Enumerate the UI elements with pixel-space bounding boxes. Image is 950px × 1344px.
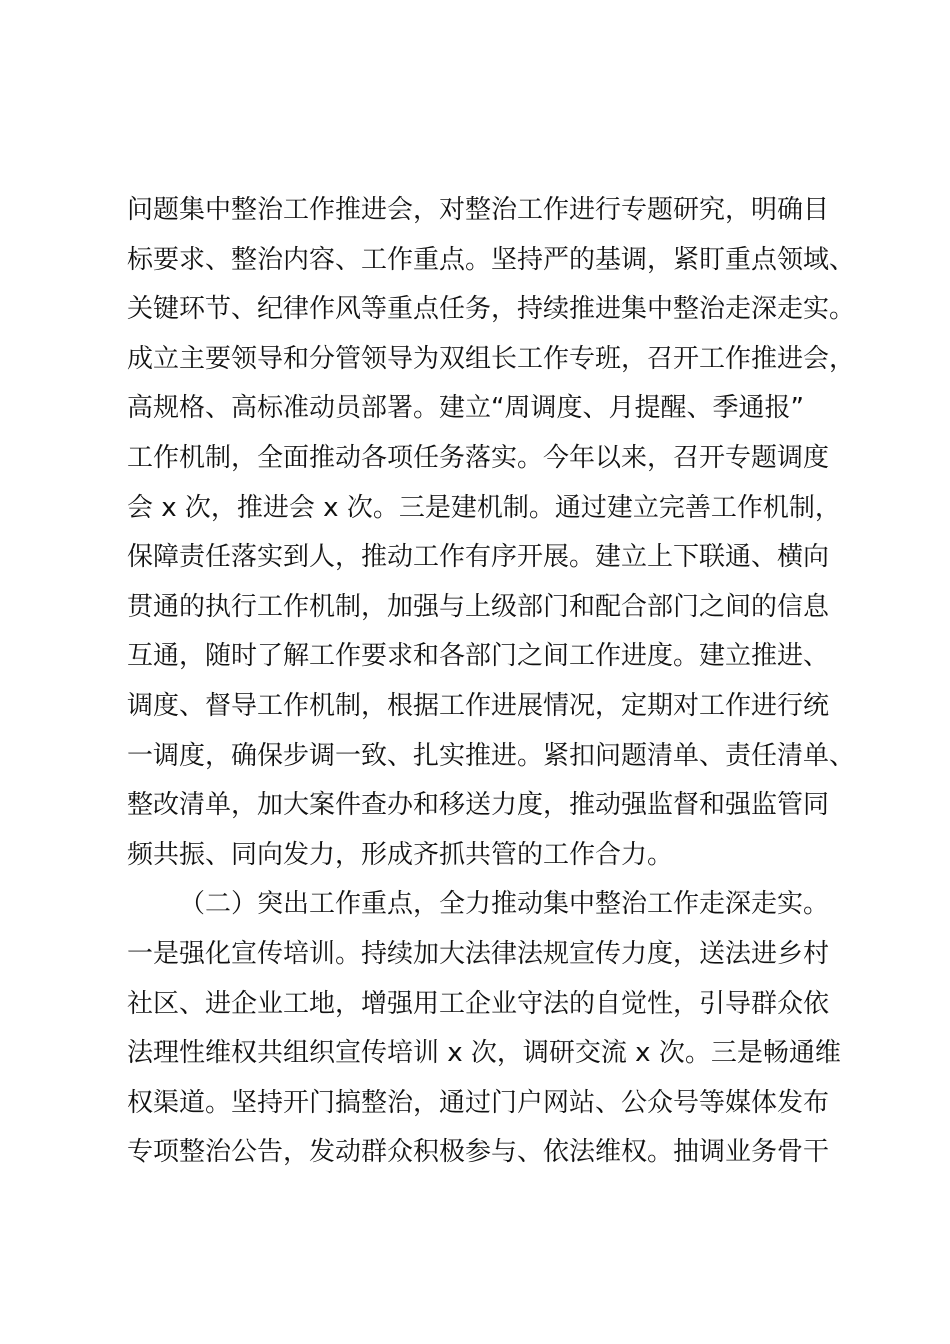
text-line: 保障责任落实到人，推动工作有序开展。建立上下联通、横向 xyxy=(127,542,830,573)
text-line: 整改清单，加大案件查办和移送力度，推动强监督和强监管同 xyxy=(127,790,830,821)
text-line: 专项整治公告，发动群众积极参与、依法维权。抽调业务骨干 xyxy=(127,1137,830,1168)
text-line: 贯通的执行工作机制，加强与上级部门和配合部门之间的信息 xyxy=(127,591,830,622)
text-line: 一调度，确保步调一致、扎实推进。紧扣问题清单、责任清单、 xyxy=(127,740,856,771)
text-line: 权渠道。坚持开门搞整治，通过门户网站、公众号等媒体发布 xyxy=(127,1087,830,1118)
text-line: 高规格、高标准动员部署。建立“周调度、月提醒、季通报” xyxy=(127,393,804,424)
text-line: 法理性维权共组织宣传培训 x 次，调研交流 x 次。三是畅通维 xyxy=(127,1038,841,1069)
section-heading-line: （二）突出工作重点，全力推动集中整治工作走深走实。 xyxy=(179,889,830,920)
text-line: 频共振、同向发力，形成齐抓共管的工作合力。 xyxy=(127,839,674,870)
text-line: 关键环节、纪律作风等重点任务，持续推进集中整治走深走实。 xyxy=(127,294,856,325)
text-line: 成立主要领导和分管领导为双组长工作专班，召开工作推进会， xyxy=(127,343,856,374)
text-line: 社区、进企业工地，增强用工企业守法的自觉性，引导群众依 xyxy=(127,988,830,1019)
text-line: 调度、督导工作机制，根据工作进展情况，定期对工作进行统 xyxy=(127,690,830,721)
text-line: 标要求、整治内容、工作重点。坚持严的基调，紧盯重点领域、 xyxy=(127,244,856,275)
text-line: 会 x 次，推进会 x 次。三是建机制。通过建立完善工作机制， xyxy=(127,492,841,523)
text-line: 互通，随时了解工作要求和各部门之间工作进度。建立推进、 xyxy=(127,641,830,672)
text-line: 工作机制，全面推动各项任务落实。今年以来，召开专题调度 xyxy=(127,442,830,473)
body-text xyxy=(127,186,867,1178)
text-line: 问题集中整治工作推进会，对整治工作进行专题研究，明确目 xyxy=(127,195,830,225)
text-line: 一是强化宣传培训。持续加大法律法规宣传力度，送法进乡村 xyxy=(127,938,830,969)
